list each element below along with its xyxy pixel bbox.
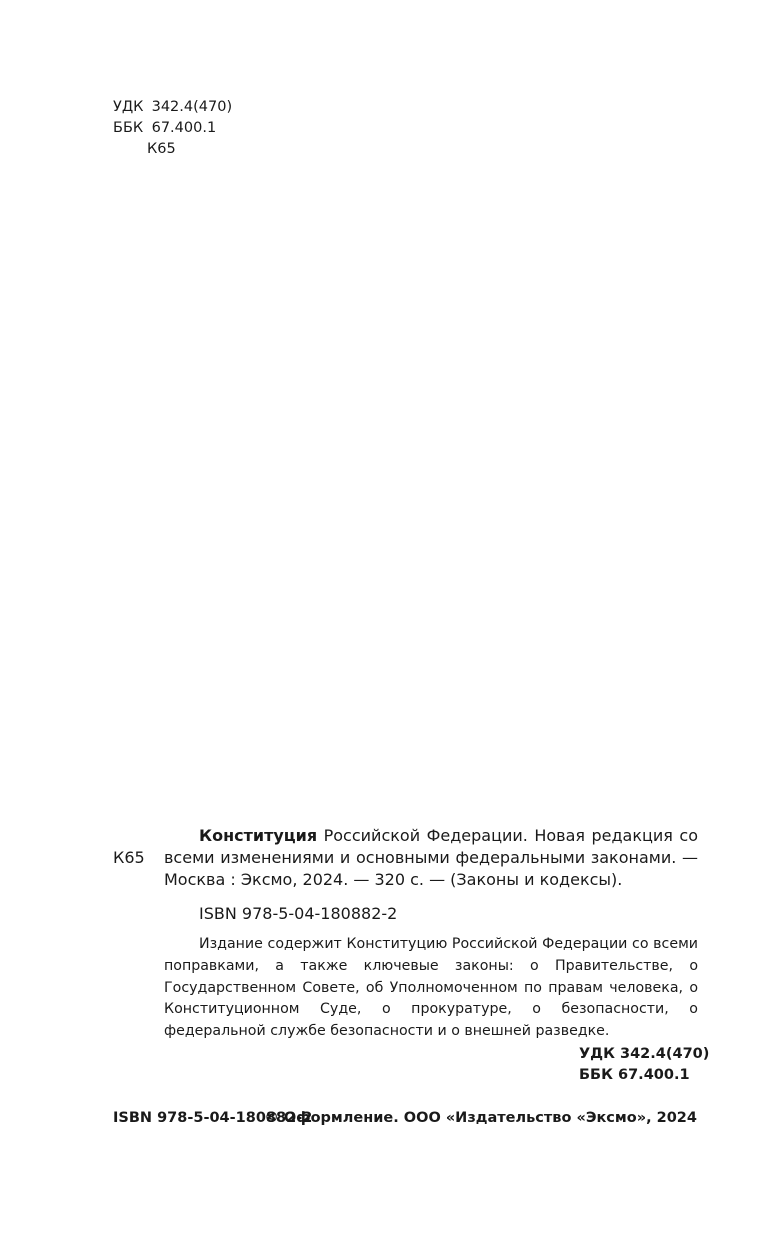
record-title-word: Конституция (199, 826, 318, 845)
annotation-text: Издание содержит Конституцию Российской Федерации со всеми поправками, а также ключевые законы: о Правительстве, о Государственном Совете, об Уполномоченном по правам человека, о Конституционном Суде, о прокуратуре, о безопасности, о федеральной службе безопасности и о внешней разведке. (164, 936, 698, 1040)
footer-copyright: © Оформление. ООО «Издательство «Эксмо», 2024 (264, 1110, 697, 1126)
record-description-paragraph (164, 825, 698, 891)
bottom-udk: УДК 342.4(470) (579, 1046, 710, 1062)
footer-isbn: ISBN 978-5-04-180882-2 (113, 1110, 313, 1126)
bottom-bbk: ББК 67.400.1 (579, 1067, 690, 1083)
udk-label: УДК (113, 99, 144, 115)
record-author-mark: К65 (113, 848, 145, 867)
udk-row (113, 97, 232, 118)
bibliographic-record (164, 825, 698, 891)
udk-value: 342.4(470) (151, 99, 233, 115)
top-classification-block (113, 97, 232, 160)
bbk-row (113, 118, 232, 139)
bbk-label: ББК (113, 120, 144, 136)
author-mark: К65 (147, 141, 176, 157)
bbk-value: 67.400.1 (151, 120, 217, 136)
record-description: Российской Федерации. Новая редакция со всеми изменениями и основными федеральными законами. — Москва : Эксмо, 2024. — 320 с. — (Законы и кодексы). (164, 826, 698, 889)
annotation-block (164, 934, 698, 1043)
bottom-classification-block (579, 1044, 709, 1086)
record-isbn: ISBN 978-5-04-180882-2 (199, 904, 398, 923)
